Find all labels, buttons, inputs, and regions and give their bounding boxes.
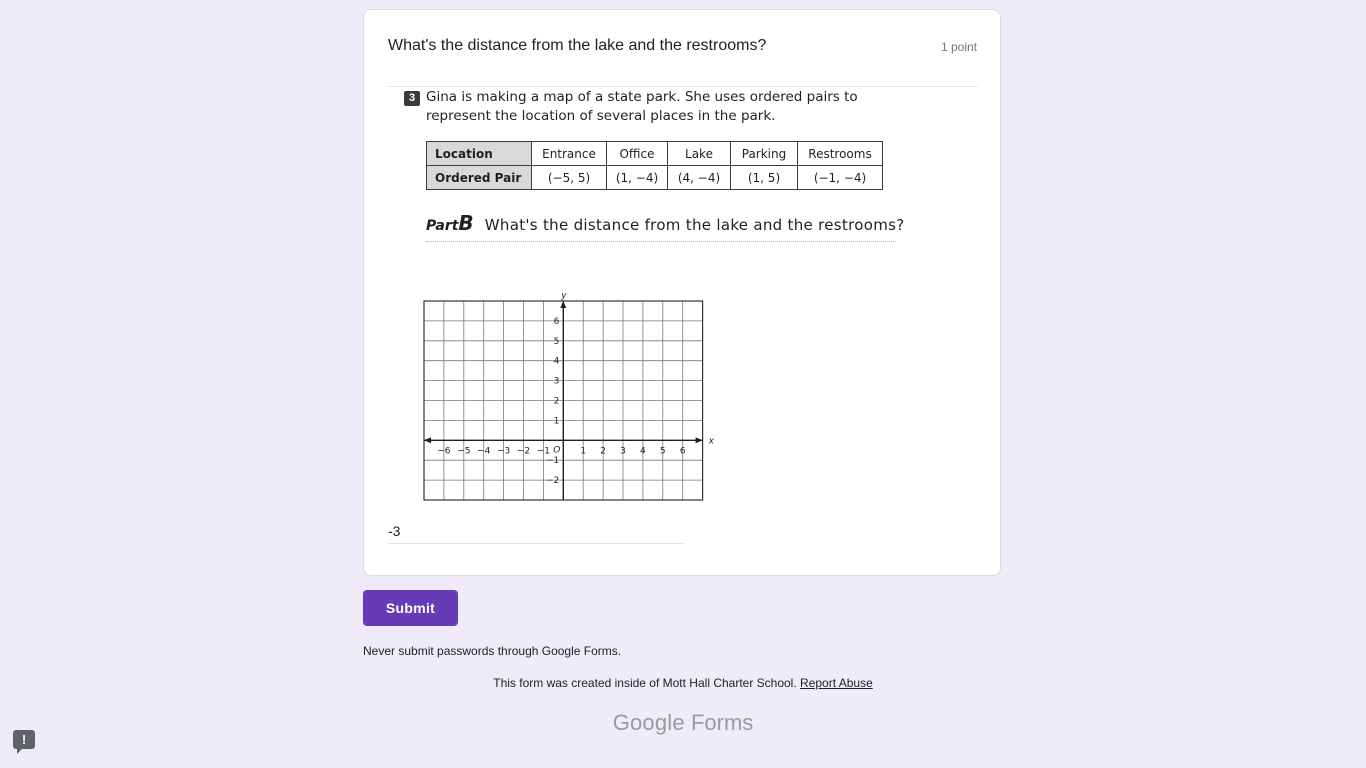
table-cell: (−5, 5) (532, 166, 607, 190)
y-axis-arrow (560, 301, 566, 308)
y-tick-label: 1 (553, 416, 560, 427)
google-forms-logo[interactable] (0, 710, 1366, 736)
table-cell: Restrooms (798, 142, 883, 166)
part-heading (426, 211, 904, 235)
table-header-ordered-pair: Ordered Pair (427, 166, 532, 190)
x-tick-label: 2 (600, 446, 606, 457)
table-cell: (−1, −4) (798, 166, 883, 190)
x-tick-label: −3 (496, 446, 511, 457)
table-cell: (1, 5) (731, 166, 798, 190)
divider (426, 241, 896, 244)
x-tick-label: −4 (477, 446, 491, 457)
table-cell: (1, −4) (607, 166, 668, 190)
brand-forms: Forms (690, 710, 754, 735)
question-title: What's the distance from the lake and the restrooms? (388, 37, 767, 54)
tick-labels (437, 291, 714, 486)
y-tick-label: 5 (553, 336, 560, 347)
x-tick-label: 5 (659, 446, 666, 457)
x-tick-label: −2 (516, 446, 531, 457)
table-row (427, 166, 883, 190)
y-axis-label: y (561, 291, 567, 301)
x-axis-right-arrow (696, 437, 703, 443)
y-tick-label: −1 (546, 456, 560, 467)
x-tick-label: 6 (679, 446, 686, 457)
problem-number: 3 (404, 91, 420, 106)
table-cell: Entrance (532, 142, 607, 166)
report-icon[interactable]: ! (13, 730, 35, 749)
question-points: 1 point (940, 40, 977, 54)
y-tick-label: −2 (546, 476, 560, 487)
y-tick-label: 6 (553, 316, 560, 327)
question-card (363, 9, 1001, 576)
table-row (427, 142, 883, 166)
part-letter: B (458, 211, 474, 235)
table-cell: (4, −4) (668, 166, 731, 190)
table-cell: Lake (668, 142, 731, 166)
table-cell: Office (607, 142, 668, 166)
y-tick-label: 2 (553, 396, 560, 407)
footer-text: This form was created inside of Mott Hall Charter School. (493, 676, 797, 690)
x-axis-left-arrow (424, 437, 431, 443)
origin-label: O (553, 445, 561, 456)
x-tick-label: −1 (536, 446, 551, 457)
part-question: What's the distance from the lake and the restrooms? (484, 216, 905, 234)
password-warning: Never submit passwords through Google Forms. (363, 644, 622, 658)
table-header-location: Location (427, 142, 532, 166)
answer-input[interactable]: -3 (388, 520, 683, 544)
coordinate-grid (418, 287, 718, 502)
question-image (388, 86, 978, 502)
brand-google: Google (612, 710, 685, 735)
table-cell: Parking (731, 142, 798, 166)
location-table (426, 141, 883, 190)
x-tick-label: −6 (437, 446, 451, 457)
y-tick-label: 3 (553, 376, 560, 387)
x-tick-label: 3 (620, 446, 626, 457)
y-tick-label: 4 (553, 356, 560, 367)
x-tick-label: −5 (457, 446, 471, 457)
submit-button[interactable]: Submit (363, 590, 458, 626)
report-abuse-link[interactable]: Report Abuse (800, 676, 873, 690)
x-axis-label: x (708, 436, 714, 447)
footer (0, 676, 1366, 690)
part-label: Part (426, 218, 459, 234)
problem-text: Gina is making a map of a state park. She uses ordered pairs to represent the location of several places in the park. (426, 89, 858, 124)
x-tick-label: 1 (580, 446, 587, 457)
x-tick-label: 4 (640, 446, 646, 457)
